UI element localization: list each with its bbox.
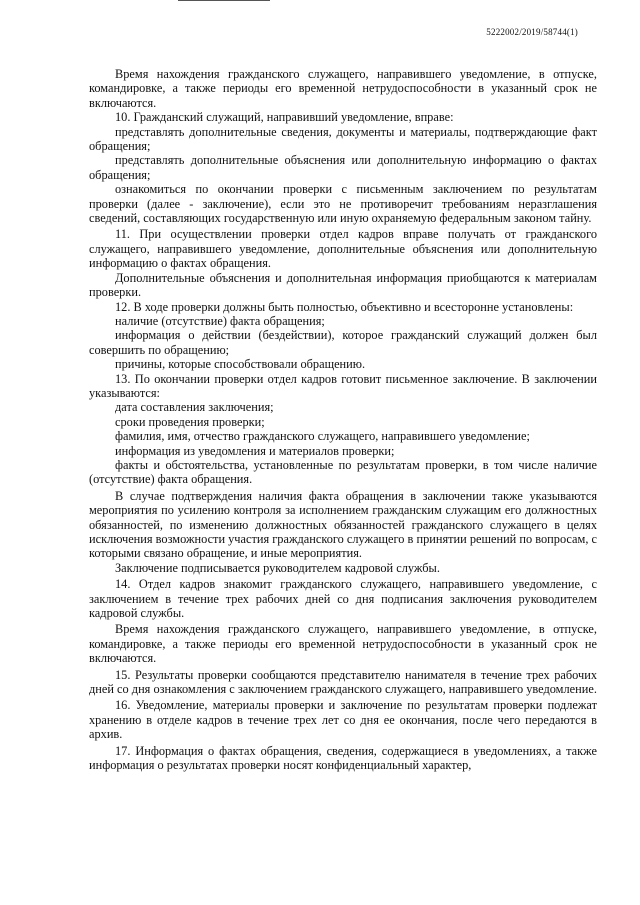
paragraph: представлять дополнительные сведения, документы и материалы, подтверждающие факт обращения; [89,124,597,154]
paragraph: 14. Отдел кадров знакомит гражданского служащего, направившего уведомление, с заключением в течение трех рабочих дней со дня подписания заключения руководителем кадровой службы. [89,577,597,621]
paragraph: 17. Информация о фактах обращения, сведения, содержащиеся в уведомлениях, а также информация о результатах проверки носят конфиденциальный характер, [89,743,597,773]
paragraph: В случае подтверждения наличия факта обращения в заключении также указываются мероприятия по усилению контроля за исполнением гражданским служащим его должностных обязанностей, по изменению должностных обязанностей гражданского служащего в целях исключения возможности участия гражданского служащего в принятии решений по вопросам, с которыми связано обращение, и иные мероприятия. [89,488,597,561]
document-id: 5222002/2019/58744(1) [486,27,578,37]
paragraph: 13. По окончании проверки отдел кадров готовит письменное заключение. В заключении указываются: [89,371,597,400]
paragraph: ознакомиться по окончании проверки с письменным заключением по результатам проверки (далее - заключение), если это не противоречит требованиям неразглашения сведений, составляющих государственную или иную охраняемую федеральным законом тайну. [89,182,597,226]
paragraph: причины, которые способствовали обращению. [115,357,366,372]
paragraph: дата составления заключения; [115,400,274,415]
paragraph: информация из уведомления и материалов проверки; [115,443,395,458]
paragraph: Заключение подписывается руководителем кадровой службы. [115,560,440,575]
paragraph: наличие (отсутствие) факта обращения; [115,313,325,328]
paragraph: 16. Уведомление, материалы проверки и заключение по результатам проверки подлежат хранению в отделе кадров в течение трех лет со дня ее окончания, после чего передаются в архив. [89,698,597,742]
paragraph: сроки проведения проверки; [115,414,265,429]
paragraph: 15. Результаты проверки сообщаются представителю нанимателя в течение трех рабочих дней со дня ознакомления с заключением гражданского служащего, направившего уведомление. [89,667,597,697]
paragraph: фамилия, имя, отчество гражданского служащего, направившего уведомление; [115,429,530,444]
paragraph: факты и обстоятельства, установленные по результатам проверки, в том числе наличие (отсутствие) факта обращения. [89,457,597,487]
document-body [89,67,597,773]
paragraph: представлять дополнительные объяснения или дополнительную информацию о фактах обращения; [89,153,597,182]
paragraph: 11. При осуществлении проверки отдел кадров вправе получать от гражданского служащего, направившего уведомление, дополнительные объяснения или дополнительную информацию о фактах обращения. [89,227,597,271]
paragraph: информация о действии (бездействии), которое гражданский служащий должен был совершить по обращению; [89,328,597,357]
paragraph: 12. В ходе проверки должны быть полностью, объективно и всесторонне установлены: [115,299,574,314]
paragraph: 10. Гражданский служащий, направивший уведомление, вправе: [115,110,454,125]
paragraph: Время нахождения гражданского служащего, направившего уведомление, в отпуске, командировке, а также периоды его временной нетрудоспособности в указанный срок не включаются. [89,67,597,110]
paragraph: Дополнительные объяснения и дополнительная информация приобщаются к материалам проверки. [89,270,597,300]
paragraph: Время нахождения гражданского служащего, направившего уведомление, в отпуске, командировке, а также периоды его временной нетрудоспособности в указанный срок не включаются. [89,622,597,666]
top-edge-rule [178,0,270,1]
